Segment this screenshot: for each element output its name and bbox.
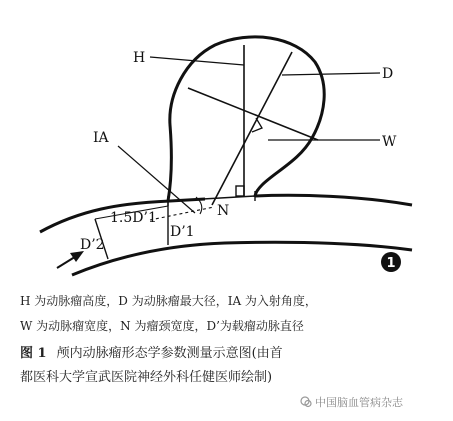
artery-lower-wall — [72, 242, 412, 275]
label-w: W — [382, 134, 397, 150]
aneurysm-sac — [168, 37, 324, 201]
label-d1-offset: 1.5D’1 — [110, 210, 157, 226]
label-d2: D’2 — [80, 237, 105, 253]
figure-caption-cont: 都医科大学宣武医院神经外科任健医师绘制) — [20, 370, 273, 385]
figure-label: 图 1 — [20, 346, 47, 361]
caption-line-2: W 为动脉瘤宽度，N 为瘤颈宽度，D’为载瘤动脉直径 — [20, 319, 304, 333]
artery-axis-dashed — [150, 207, 214, 220]
caption-line-1: H 为动脉瘤高度，D 为动脉瘤最大径，IA 为入射角度， — [20, 294, 317, 308]
journal-watermark — [300, 394, 403, 410]
watermark-text: 中国脑血管病杂志 — [315, 396, 403, 409]
max-diameter-line — [212, 52, 292, 205]
height-right-angle — [236, 186, 244, 196]
figure-number: 1 — [386, 256, 396, 271]
label-h: H — [133, 50, 146, 66]
figure-caption — [20, 342, 283, 361]
label-d1: D’1 — [170, 224, 195, 240]
figure-title: 颅内动脉瘤形态学参数测量示意图(由首 — [56, 346, 283, 361]
label-d: D — [382, 66, 394, 82]
d-leader — [282, 73, 380, 75]
wechat-icon — [300, 396, 312, 408]
label-ia: IA — [93, 130, 109, 146]
label-n: N — [217, 203, 230, 219]
